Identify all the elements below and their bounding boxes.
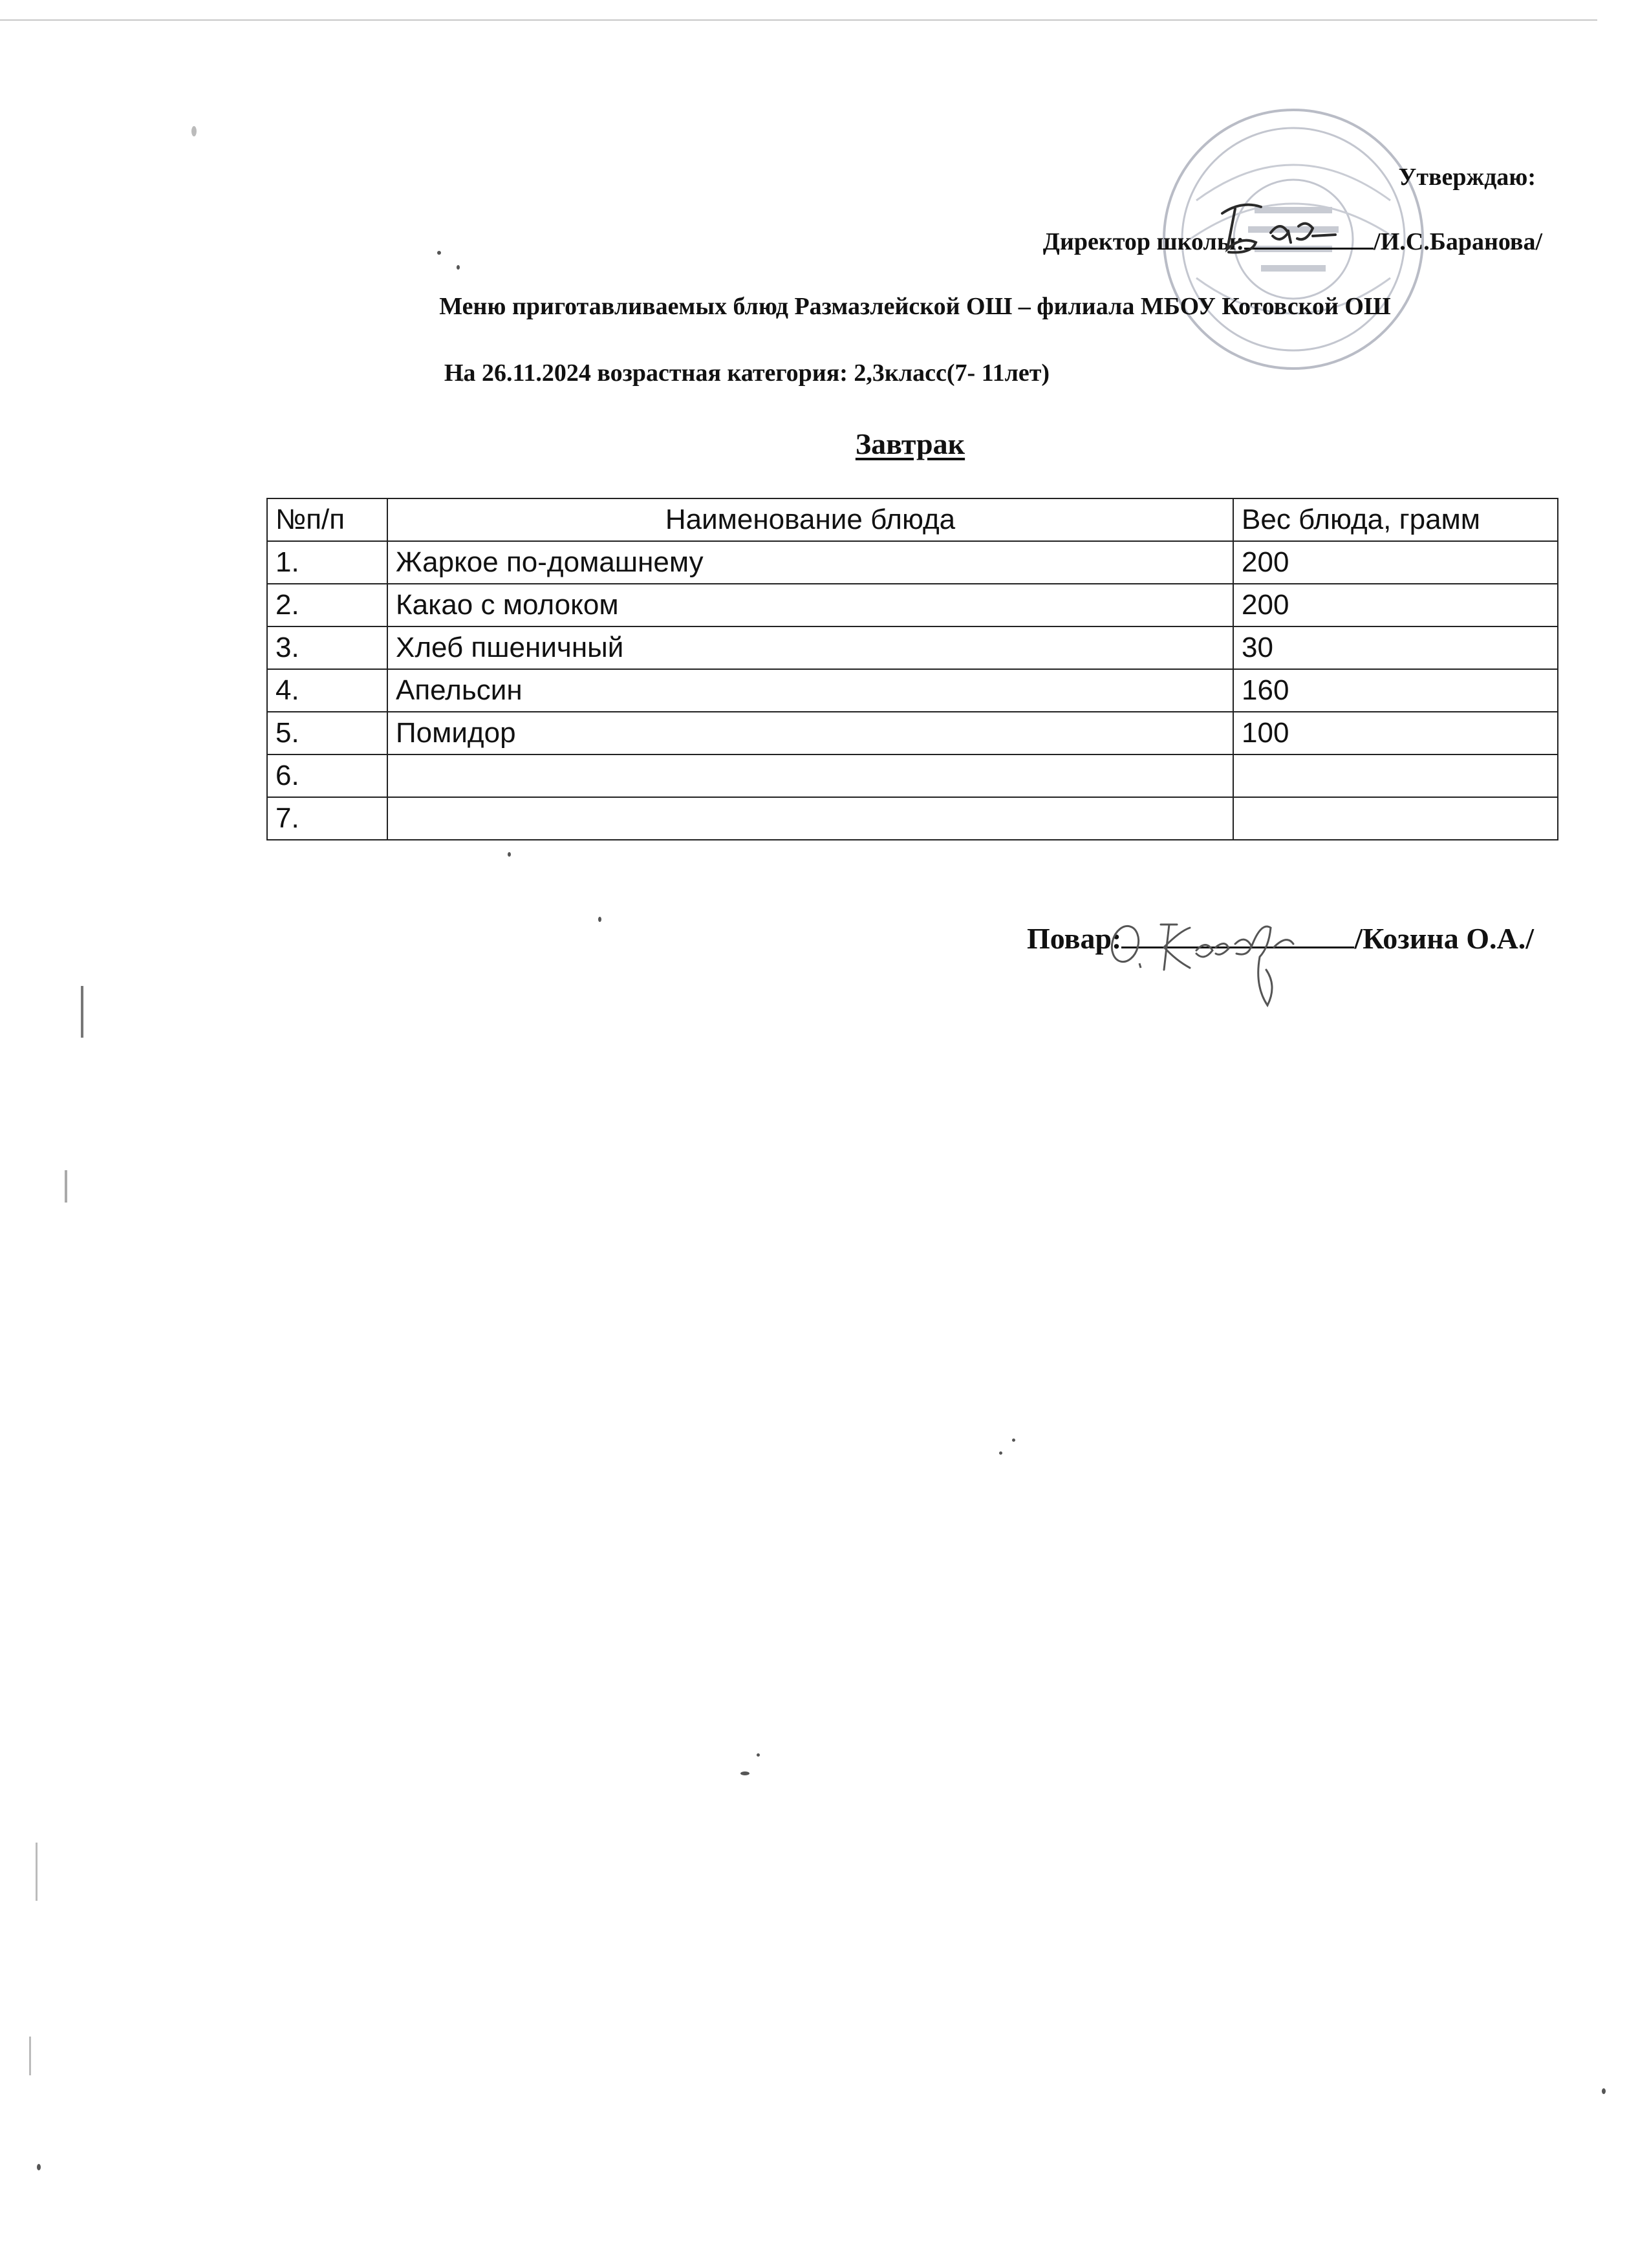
row-dish-name: Апельсин	[387, 669, 1233, 712]
row-weight: 200	[1233, 584, 1558, 626]
scan-speck	[1602, 2088, 1606, 2094]
row-number: 4.	[267, 669, 387, 712]
table-row	[267, 712, 1558, 754]
scan-speck	[740, 1771, 749, 1775]
row-dish-name: Хлеб пшеничный	[387, 626, 1233, 669]
scan-margin-mark	[81, 986, 83, 1038]
director-name: /И.С.Баранова/	[1374, 228, 1542, 255]
row-weight: 100	[1233, 712, 1558, 754]
row-number: 2.	[267, 584, 387, 626]
scan-margin-mark	[36, 1843, 38, 1901]
row-weight: 30	[1233, 626, 1558, 669]
scan-speck	[598, 917, 601, 922]
row-weight: 160	[1233, 669, 1558, 712]
row-dish-name: Какао с молоком	[387, 584, 1233, 626]
scan-speck	[37, 2164, 41, 2170]
row-number: 3.	[267, 626, 387, 669]
menu-table	[266, 498, 1558, 840]
header-number: №п/п	[267, 498, 387, 541]
scan-speck	[437, 251, 441, 255]
row-dish-name	[387, 754, 1233, 797]
scan-margin-mark	[29, 2037, 31, 2075]
menu-date: На 26.11.2024 возрастная категория: 2,3класс(7- 11лет)	[444, 359, 1050, 387]
row-weight: 200	[1233, 541, 1558, 584]
row-weight	[1233, 797, 1558, 840]
row-number: 1.	[267, 541, 387, 584]
cook-signature-blank	[1121, 923, 1354, 948]
row-dish-name: Жаркое по-домашнему	[387, 541, 1233, 584]
menu-title: Меню приготавливаемых блюд Размазлейской ОШ – филиала МБОУ Котовской ОШ	[439, 293, 1391, 320]
table-row	[267, 754, 1558, 797]
row-dish-name: Помидор	[387, 712, 1233, 754]
scan-speck	[191, 126, 197, 136]
table-row	[267, 669, 1558, 712]
row-number: 5.	[267, 712, 387, 754]
cook-name: /Козина О.А./	[1354, 922, 1534, 955]
table-row	[267, 541, 1558, 584]
page-top-edge	[0, 19, 1597, 21]
table-row	[267, 797, 1558, 840]
row-weight	[1233, 754, 1558, 797]
table-header-row	[267, 498, 1558, 541]
scan-speck	[457, 265, 460, 270]
approval-title: Утверждаю:	[1398, 164, 1536, 191]
table-row	[267, 626, 1558, 669]
cook-label: Повар:	[1026, 922, 1122, 955]
scan-speck	[757, 1753, 760, 1757]
cook-signature-line	[1027, 921, 1534, 956]
table-row	[267, 584, 1558, 626]
scan-speck	[1012, 1439, 1015, 1442]
director-signature-line	[1043, 228, 1542, 256]
scan-margin-mark	[65, 1170, 67, 1203]
header-weight: Вес блюда, грамм	[1233, 498, 1558, 541]
director-signature-blank	[1244, 228, 1374, 250]
meal-title: Завтрак	[855, 427, 965, 460]
row-number: 6.	[267, 754, 387, 797]
header-dish-name: Наименование блюда	[387, 498, 1233, 541]
scan-speck	[508, 852, 511, 857]
director-label: Директор школы:	[1042, 228, 1245, 255]
row-number: 7.	[267, 797, 387, 840]
row-dish-name	[387, 797, 1233, 840]
scan-speck	[999, 1451, 1002, 1455]
